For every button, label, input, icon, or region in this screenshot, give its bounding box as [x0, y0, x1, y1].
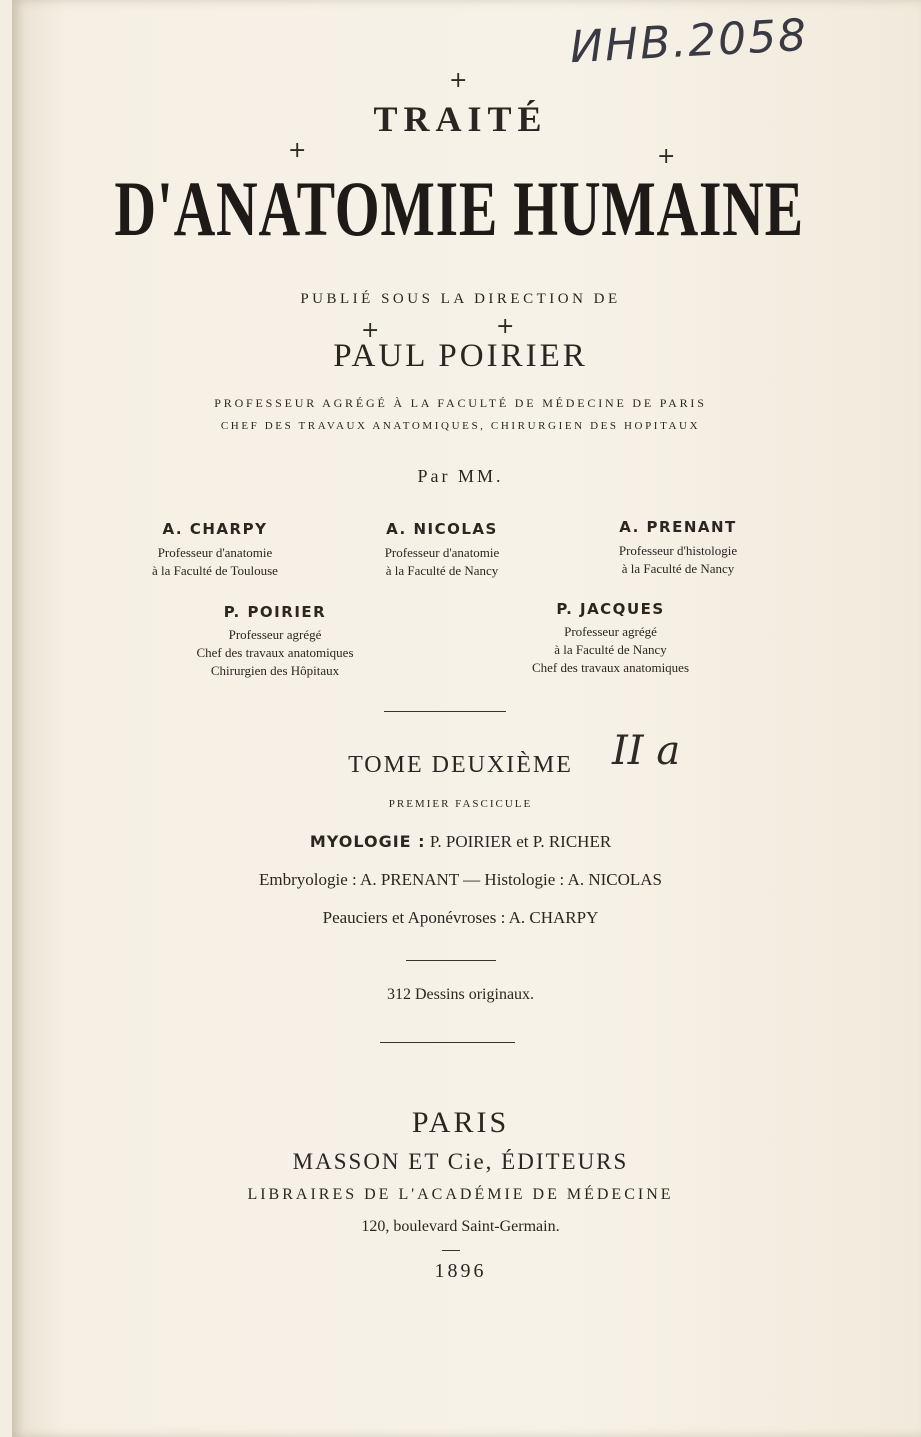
director-title-2: CHEF DES TRAVAUX ANATOMIQUES, CHIRURGIEN DES HOPITAUX: [220, 420, 701, 432]
director-title-1: PROFESSEUR AGRÉGÉ À LA FACULTÉ DE MÉDECINE DE PARIS: [214, 396, 707, 410]
peauciers-line: [0, 908, 921, 928]
director-name: PAUL POIRIER: [333, 338, 588, 374]
author-name: A. PRENANT: [619, 518, 737, 536]
author-line: Chef des travaux anatomiques: [196, 645, 354, 660]
pencil-cross-mark: +: [449, 68, 468, 93]
divider: [442, 1250, 460, 1251]
pencil-cross-mark: +: [288, 138, 307, 163]
author-line: Chirurgien des Hôpitaux: [210, 663, 340, 678]
pencil-cross-mark: +: [361, 318, 380, 343]
title-traite: TRAITÉ: [373, 99, 548, 139]
author-name: A. NICOLAS: [386, 520, 498, 538]
peauciers-author: A. CHARPY: [508, 908, 599, 927]
author-line: Professeur d'anatomie: [384, 545, 500, 560]
imprint-publisher: MASSON ET Cie, ÉDITEURS: [292, 1149, 629, 1174]
imprint-city: PARIS: [411, 1106, 510, 1139]
imprint-libraires: LIBRAIRES DE L'ACADÉMIE DE MÉDECINE: [247, 1186, 674, 1203]
myologie-authors: P. POIRIER et P. RICHER: [429, 832, 612, 851]
author-line: à la Faculté de Nancy: [385, 563, 499, 578]
peauciers-label: Peauciers et Aponévroses :: [322, 908, 506, 927]
author-name: P. POIRIER: [223, 603, 327, 621]
fascicule: PREMIER FASCICULE: [388, 798, 533, 810]
author-name: A. CHARPY: [162, 520, 268, 538]
myologie-line: [0, 832, 921, 852]
by-authors: Par MM.: [417, 466, 504, 486]
author-line: à la Faculté de Toulouse: [152, 563, 278, 578]
author-prenant: [578, 518, 778, 578]
drawings-count: 312 Dessins originaux.: [386, 986, 535, 1003]
author-jacques: [498, 600, 723, 677]
author-line: à la Faculté de Nancy: [554, 642, 667, 657]
tome-heading: TOME DEUXIÈME: [348, 752, 573, 778]
pencil-cross-mark: +: [657, 144, 676, 169]
imprint-year: 1896: [434, 1260, 487, 1282]
myologie-label: MYOLOGIE :: [309, 832, 426, 851]
published-under: PUBLIÉ SOUS LA DIRECTION DE: [300, 291, 621, 307]
embryology-label: Embryologie :: [259, 870, 357, 889]
divider: [380, 1042, 515, 1043]
pencil-cross-mark: +: [496, 314, 515, 339]
author-line: Professeur d'histologie: [618, 543, 738, 558]
author-line: Professeur agrégé: [228, 627, 322, 642]
handwritten-volume-mark: II a: [612, 728, 681, 774]
divider: [406, 960, 496, 961]
author-charpy: [125, 520, 305, 580]
imprint-address: 120, boulevard Saint-Germain.: [361, 1218, 560, 1235]
embryology-author: A. PRENANT —: [360, 870, 481, 889]
author-line: Professeur agrégé: [564, 624, 657, 639]
author-name: P. JACQUES: [556, 600, 665, 618]
main-title: D'ANATOMIE HUMAINE: [114, 165, 804, 252]
divider: [384, 711, 506, 712]
author-poirier: [170, 603, 380, 680]
embryology-line: [0, 870, 921, 890]
histology-label: Histologie :: [484, 870, 565, 889]
handwritten-inventory-number: ИНВ.2058: [568, 9, 810, 74]
author-nicolas: [352, 520, 532, 580]
histology-author: A. NICOLAS: [567, 870, 662, 889]
author-line: à la Faculté de Nancy: [621, 561, 735, 576]
author-line: Professeur d'anatomie: [157, 545, 273, 560]
author-line: Chef des travaux anatomiques: [531, 660, 690, 675]
